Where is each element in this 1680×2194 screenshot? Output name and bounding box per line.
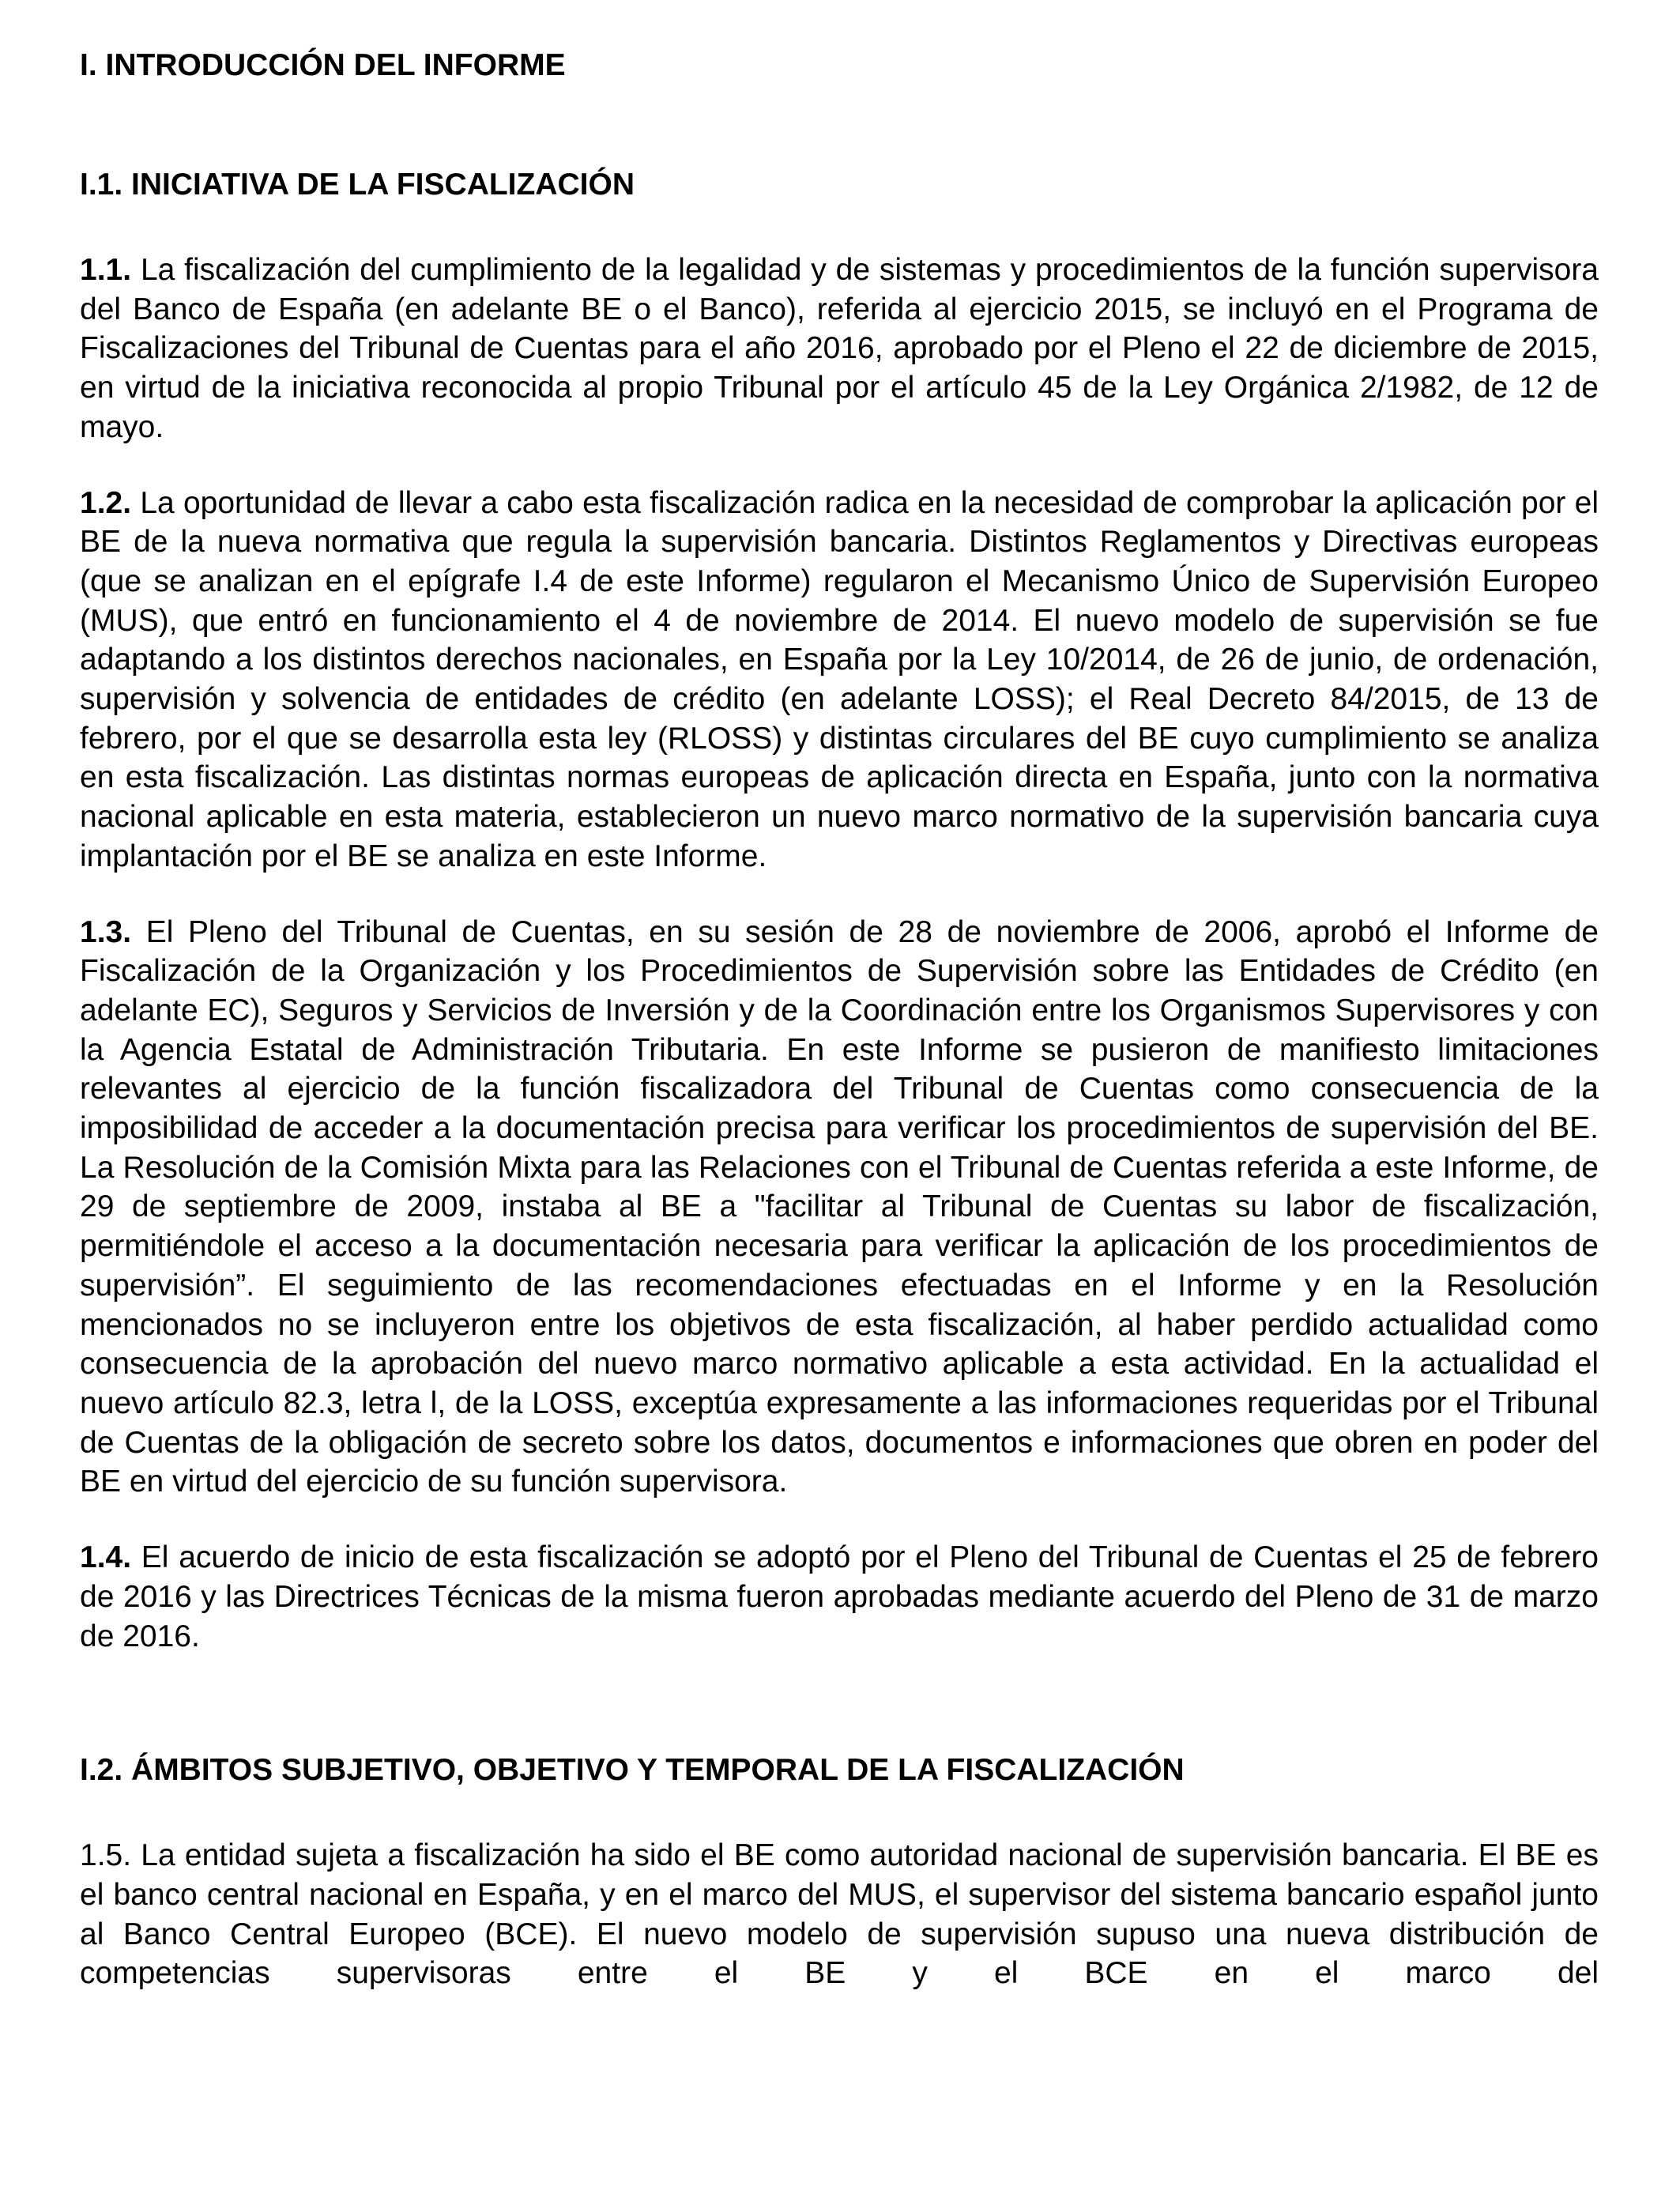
paragraph-1-5 (80, 1836, 1599, 1993)
paragraph-1-1 (80, 251, 1599, 447)
paragraph-number: 1.4. (80, 1540, 132, 1575)
paragraph-1-3 (80, 913, 1599, 1502)
paragraph-1-4 (80, 1538, 1599, 1656)
paragraph-number: 1.5. (80, 1838, 132, 1873)
paragraph-1-2 (80, 484, 1599, 876)
paragraph-number: 1.1. (80, 253, 132, 287)
section-heading-iniciativa: I.1. INICIATIVA DE LA FISCALIZACIÓN (80, 168, 635, 202)
paragraph-text: El Pleno del Tribunal de Cuentas, en su sesión de 28 de noviembre de 2006, aprobó el Informe de Fiscalización de la Organización y los Procedimientos de Supervisión sobre las Entidades de Crédito (en adelante EC), Seguros y Servicios de Inversión y de la Coordinación entre los Organismos Supervisores y con la Agencia Estatal de Administración Tributaria. En este Informe se pusieron de manifiesto limitaciones relevantes al ejercicio de la función fiscalizadora del Tribunal de Cuentas como consecuencia de la imposibilidad de acceder a la documentación precisa para verificar los procedimientos de supervisión del BE. La Resolución de la Comisión Mixta para las Relaciones con el Tribunal de Cuentas referida a este Informe, de 29 de septiembre de 2009, instaba al BE a "facilitar al Tribunal de Cuentas su labor de fiscalización, permitiéndole el acceso a la documentación necesaria para verificar la aplicación de los procedimientos de supervisión”. El seguimiento de las recomendaciones efectuadas en el Informe y en la Resolución mencionados no se incluyeron entre los objetivos de esta fiscalización, al haber perdido actualidad como consecuencia de la aprobación del nuevo marco normativo aplicable a esta actividad. En la actualidad el nuevo artículo 82.3, letra l, de la LOSS, exceptúa expresamente a las informaciones requeridas por el Tribunal de Cuentas de la obligación de secreto sobre los datos, documentos e informaciones que obren en poder del BE en virtud del ejercicio de su función supervisora. (80, 914, 1599, 1499)
paragraph-number: 1.2. (80, 485, 132, 520)
paragraph-number: 1.3. (80, 914, 132, 949)
paragraph-text: La fiscalización del cumplimiento de la legalidad y de sistemas y procedimientos de la función supervisora del Banco de España (en adelante BE o el Banco), referida al ejercicio 2015, se incluyó en el Programa de Fiscalizaciones del Tribunal de Cuentas para el año 2016, aprobado por el Pleno el 22 de diciembre de 2015, en virtud de la iniciativa reconocida al propio Tribunal por el artículo 45 de la Ley Orgánica 2/1982, de 12 de mayo. (80, 253, 1599, 444)
document-body (80, 46, 1599, 1993)
paragraph-text: La oportunidad de llevar a cabo esta fiscalización radica en la necesidad de comprobar la aplicación por el BE de la nueva normativa que regula la supervisión bancaria. Distintos Reglamentos y Directivas europeas (que se analizan en el epígrafe I.4 de este Informe) regularon el Mecanismo Único de Supervisión Europeo (MUS), que entró en funcionamiento el 4 de noviembre de 2014. El nuevo modelo de supervisión se fue adaptando a los distintos derechos nacionales, en España por la Ley 10/2014, de 26 de junio, de ordenación, supervisión y solvencia de entidades de crédito (en adelante LOSS); el Real Decreto 84/2015, de 13 de febrero, por el que se desarrolla esta ley (RLOSS) y distintas circulares del BE cuyo cumplimiento se analiza en esta fiscalización. Las distintas normas europeas de aplicación directa en España, junto con la normativa nacional aplicable en esta materia, establecieron un nuevo marco normativo de la supervisión bancaria cuya implantación por el BE se analiza en este Informe. (80, 485, 1599, 873)
document-title: I. INTRODUCCIÓN DEL INFORME (80, 48, 566, 82)
paragraph-text: El acuerdo de inicio de esta fiscalización se adoptó por el Pleno del Tribunal de Cuentas el 25 de febrero de 2016 y las Directrices Técnicas de la misma fueron aprobadas mediante acuerdo del Pleno de 31 de marzo de 2016. (80, 1540, 1599, 1653)
section-heading-ambitos: I.2. ÁMBITOS SUBJETIVO, OBJETIVO Y TEMPORAL DE LA FISCALIZACIÓN (80, 1753, 1185, 1788)
paragraph-text: La entidad sujeta a fiscalización ha sido el BE como autoridad nacional de supervisión bancaria. El BE es el banco central nacional en España, y en el marco del MUS, el supervisor del sistema bancario español junto al Banco Central Europeo (BCE). El nuevo modelo de supervisión supuso una nueva distribución de competencias supervisoras entre el BE y el BCE en el marco del (80, 1838, 1599, 1991)
